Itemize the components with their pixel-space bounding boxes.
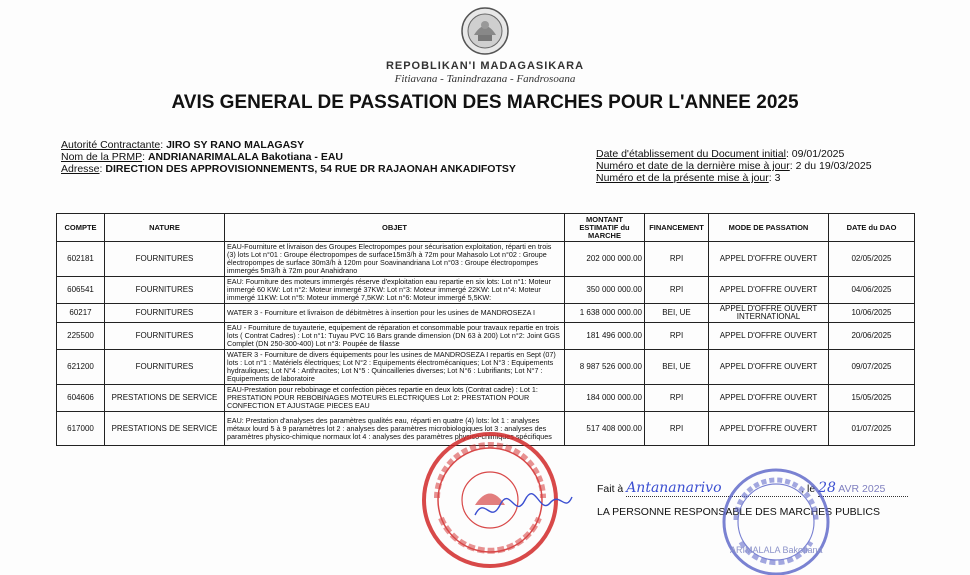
cell-nature: FOURNITURES (105, 350, 225, 385)
republic-motto: Fitiavana - Tanindrazana - Fandrosoana (394, 73, 576, 85)
cell-date: 09/07/2025 (829, 350, 915, 385)
adresse-label: Adresse (61, 163, 100, 175)
cell-montant: 202 000 000.00 (565, 242, 645, 277)
cell-mode: APPEL D'OFFRE OUVERT (709, 412, 829, 446)
header-nature: NATURE (105, 214, 225, 242)
cell-objet: EAU-Prestation pour rebobinage et confection pièces repartie en deux lots (Contrat cadre) : Lot 1: PRESTATION POUR REBOBINAGES MOTEURS ELECTRIQUES Lot 2: PRESTATION POUR CONFECTION ET AJUSTAGE PIECES EAU (225, 385, 565, 412)
cell-compte: 602181 (57, 242, 105, 277)
cell-financement: BEI, UE (645, 304, 709, 323)
cell-mode: APPEL D'OFFRE OUVERT (709, 385, 829, 412)
cell-montant: 350 000 000.00 (565, 277, 645, 304)
cell-date: 20/06/2025 (829, 323, 915, 350)
cell-mode: APPEL D'OFFRE OUVERT (709, 277, 829, 304)
cell-nature: PRESTATIONS DE SERVICE (105, 412, 225, 446)
autorite-value: JIRO SY RANO MALAGASY (166, 139, 305, 151)
table-row (57, 385, 915, 412)
table-row (57, 350, 915, 385)
table-row (57, 304, 915, 323)
header-financement: FINANCEMENT (645, 214, 709, 242)
cell-objet: WATER 3 - Fourniture de divers équipements pour les usines de MANDROSEZA I repartis en Sept (07) lots : Lot n°1 : Matériels électriques; Lot N°2 : Equipements électromécaniques; Lot N°3 : Equipements hydrauliques; Lot N°4 : Anthracites; Lot N°5 : Quincailleries diverses; Lot N°6 : Lubrifiants; Lot N°7 : Equipements de laboratoire (225, 350, 565, 385)
jirama-stamp-icon (716, 460, 836, 575)
maj-label: Numéro et date de la dernière mise à jour (596, 160, 790, 172)
cell-financement: RPI (645, 277, 709, 304)
fait-label: Fait à (597, 483, 624, 495)
cell-date: 04/06/2025 (829, 277, 915, 304)
cell-objet: EAU-Fourniture et livraison des Groupes Electropompes pour sécurisation exploitation, réparti en trois (3) lots Lot n°01 : Groupe électropompes de surface15m3/h à 72m pour Mahasolo Lot n°02 : Groupe électropompes de surface 30m3/h à 120m pour Soavinandriana Lot n°03 : Groupe électropompes immergés 5m3/h à 72m pour Anahidrano (225, 242, 565, 277)
table-row (57, 277, 915, 304)
autorite-label: Autorité Contractante (61, 139, 161, 151)
cell-date: 15/05/2025 (829, 385, 915, 412)
table-row (57, 323, 915, 350)
cell-montant: 184 000 000.00 (565, 385, 645, 412)
cell-compte: 606541 (57, 277, 105, 304)
table-row (57, 242, 915, 277)
cell-date: 10/06/2025 (829, 304, 915, 323)
presente-label: Numéro et de la présente mise à jour (596, 172, 769, 184)
cell-nature: FOURNITURES (105, 277, 225, 304)
cell-objet: EAU: Prestation d'analyses des paramètres qualités eau, réparti en quatre (4) lots: lot 1 : analyses métaux lourd 5 à 9 paramètres lot 2 : analyses des paramètres microbiologiques lot 3 : analyses des paramètres physico-chimique normaux lot 4 : analyses des paramètres physico-chimiques spécifiques (225, 412, 565, 446)
maj-value: 2 du 19/03/2025 (795, 160, 872, 172)
cell-nature: FOURNITURES (105, 323, 225, 350)
cell-objet: WATER 3 - Fourniture et livraison de débitmètres à insertion pour les usines de MANDROSEZA I (225, 304, 565, 323)
prmp-label: Nom de la PRMP (61, 151, 143, 163)
cell-date: 02/05/2025 (829, 242, 915, 277)
document-dates-block: Date d'établissement du Document initial: 09/01/2025 Numéro et date de la dernière mise à jour: 2 du 19/03/2025 Numéro et de la présente mise à jour: 3 (596, 148, 872, 184)
publication-signature-icon (470, 485, 575, 530)
prmp-value: ANDRIANARIMALALA Bakotiana - EAU (147, 151, 343, 163)
cell-compte: 60217 (57, 304, 105, 323)
header-date: DATE du DAO (829, 214, 915, 242)
cell-date: 01/07/2025 (829, 412, 915, 446)
cell-financement: RPI (645, 242, 709, 277)
fait-place: Antananarivo (626, 480, 801, 497)
page-title: AVIS GENERAL DE PASSATION DES MARCHES POUR L'ANNEE 2025 (171, 92, 799, 113)
cell-nature: FOURNITURES (105, 242, 225, 277)
cell-montant: 1 638 000 000.00 (565, 304, 645, 323)
le-label: , le (801, 483, 816, 495)
date-month: AVR (838, 483, 860, 495)
date-day: 28 (818, 480, 836, 496)
cell-mode: APPEL D'OFFRE OUVERT INTERNATIONAL (709, 304, 829, 323)
cell-mode: APPEL D'OFFRE OUVERT (709, 350, 829, 385)
republic-emblem-icon (460, 5, 510, 57)
cell-compte: 604606 (57, 385, 105, 412)
header-compte: COMPTE (57, 214, 105, 242)
cell-financement: BEI, UE (645, 350, 709, 385)
signatory-name: ARIMALALA Bakotiana (730, 545, 823, 555)
presente-value: 3 (774, 172, 781, 184)
header-montant: MONTANT ESTIMATIF du MARCHE (565, 214, 645, 242)
prm-title: LA PERSONNE RESPONSABLE DES MARCHES PUBLICS (597, 506, 881, 518)
cell-nature: FOURNITURES (105, 304, 225, 323)
date-year: 2025 (862, 483, 886, 495)
date-value: 09/01/2025 (791, 148, 845, 160)
date-label: Date d'établissement du Document initial (596, 148, 786, 160)
cell-compte: 617000 (57, 412, 105, 446)
cell-montant: 8 987 526 000.00 (565, 350, 645, 385)
cell-montant: 517 408 000.00 (565, 412, 645, 446)
cell-mode: APPEL D'OFFRE OUVERT (709, 242, 829, 277)
header-objet: OBJET (225, 214, 565, 242)
cell-objet: EAU - Fourniture de tuyauterie, equipement de réparation et consommable pour travaux repartie en trois lots ( Contrat Cadres) : Lot n°1: Tuyau PVC 16 Bars grande dimension (DN 63 à 200) Lot n°2: Joint GGS Complet (DN 250-300-400) Lot n°3: Poupée de filasse (225, 323, 565, 350)
cell-compte: 621200 (57, 350, 105, 385)
adresse-value: DIRECTION DES APPROVISIONNEMENTS, 54 RUE DR RAJAONAH ANKADIFOTSY (105, 163, 516, 175)
republic-name: REPOBLIKAN'I MADAGASIKARA (385, 60, 585, 72)
cell-financement: RPI (645, 412, 709, 446)
cell-financement: RPI (645, 385, 709, 412)
cell-objet: EAU: Fourniture des moteurs immergés réserve d'exploitation eau repartie en six lots: Lot n°1: Moteur immergé 60 KW: Lot n°2: Moteur immergé 37KW: Lot n°3: Moteur immergé 22KW: Lot n°4: Moteur immergé 11KW: Lot n°5: Moteur immergé 7,5KW: Lot n°6: Moteur immergé 5,5KW: (225, 277, 565, 304)
header-mode: MODE DE PASSATION (709, 214, 829, 242)
cell-compte: 225500 (57, 323, 105, 350)
procurement-table (56, 213, 915, 446)
cell-financement: RPI (645, 323, 709, 350)
cell-mode: APPEL D'OFFRE OUVERT (709, 323, 829, 350)
cell-nature: PRESTATIONS DE SERVICE (105, 385, 225, 412)
cell-montant: 181 496 000.00 (565, 323, 645, 350)
contracting-authority-block: Autorité Contractante: JIRO SY RANO MALAGASY Nom de la PRMP: ANDRIANARIMALALA Bakotiana - EAU Adresse: DIRECTION DES APPROVISIONNEMENTS, 54 RUE DR RAJAONAH ANKADIFOTSY (61, 139, 516, 175)
